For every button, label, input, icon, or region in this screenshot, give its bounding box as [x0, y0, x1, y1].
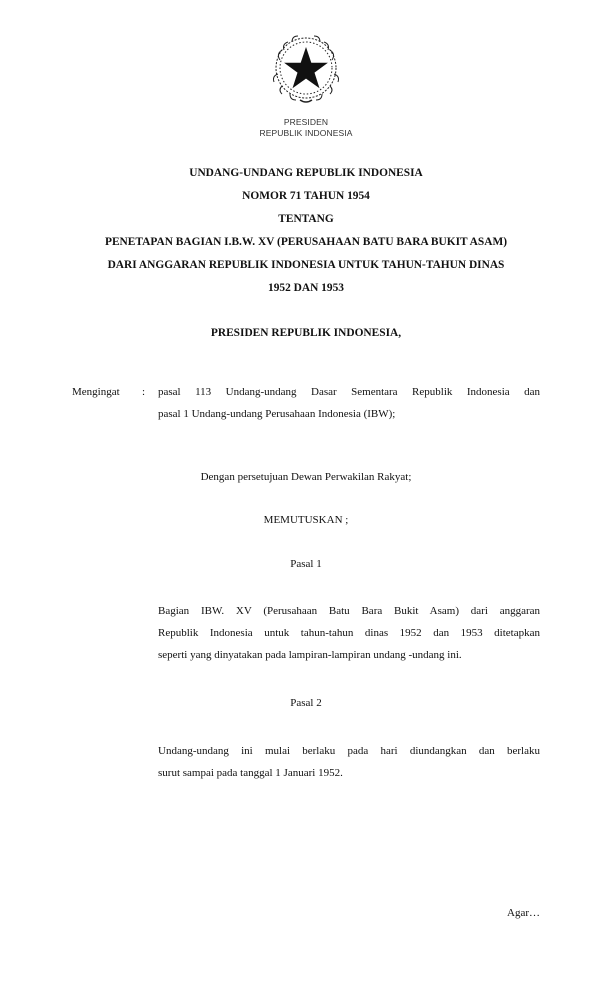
title-line-1: UNDANG-UNDANG REPUBLIK INDONESIA [189, 167, 423, 179]
emblem-caption-presiden: PRESIDEN [283, 117, 329, 127]
title-line-6: 1952 DAN 1953 [268, 282, 344, 294]
article-2-line-1: Undang-undang ini mulai berlaku pada hari diundangkan dan berlaku [158, 745, 540, 757]
mengingat-label: Mengingat [72, 386, 120, 398]
article-2-text [158, 740, 540, 784]
article-1-text [158, 600, 540, 666]
mengingat-text [158, 381, 540, 425]
article-1-line-2: Republik Indonesia untuk tahun-tahun dinas 1952 dan 1953 ditetapkan [158, 627, 540, 639]
title-line-4: PENETAPAN BAGIAN I.B.W. XV (PERUSAHAAN BATU BARA BUKIT ASAM) [105, 236, 507, 248]
mengingat-line-2: pasal 1 Undang-undang Perusahaan Indonesia (IBW); [158, 408, 396, 420]
title-line-2: NOMOR 71 TAHUN 1954 [242, 190, 370, 202]
article-1-line-3: seperti yang dinyatakan pada lampiran-lampiran undang -undang ini. [158, 649, 462, 661]
approval-text: Dengan persetujuan Dewan Perwakilan Rakyat; [200, 471, 412, 483]
garuda-star-emblem-icon [266, 30, 346, 110]
decision-heading: MEMUTUSKAN ; [263, 514, 349, 526]
article-1-line-1: Bagian IBW. XV (Perusahaan Batu Bara Bukit Asam) dari anggaran [158, 605, 540, 617]
title-line-5: DARI ANGGARAN REPUBLIK INDONESIA UNTUK TAHUN-TAHUN DINAS [107, 259, 505, 271]
article-2-line-2: surut sampai pada tanggal 1 Januari 1952. [158, 767, 343, 779]
article-2-heading: Pasal 2 [290, 697, 322, 709]
article-1-heading: Pasal 1 [290, 558, 322, 570]
mengingat-colon: : [142, 386, 146, 398]
page-catchword: Agar… [507, 907, 540, 919]
emblem-caption-republik: REPUBLIK INDONESIA [259, 128, 353, 138]
preamble-heading: PRESIDEN REPUBLIK INDONESIA, [210, 327, 402, 339]
mengingat-line-1: pasal 113 Undang-undang Dasar Sementara Republik Indonesia dan [158, 386, 540, 398]
title-line-3: TENTANG [278, 213, 334, 225]
